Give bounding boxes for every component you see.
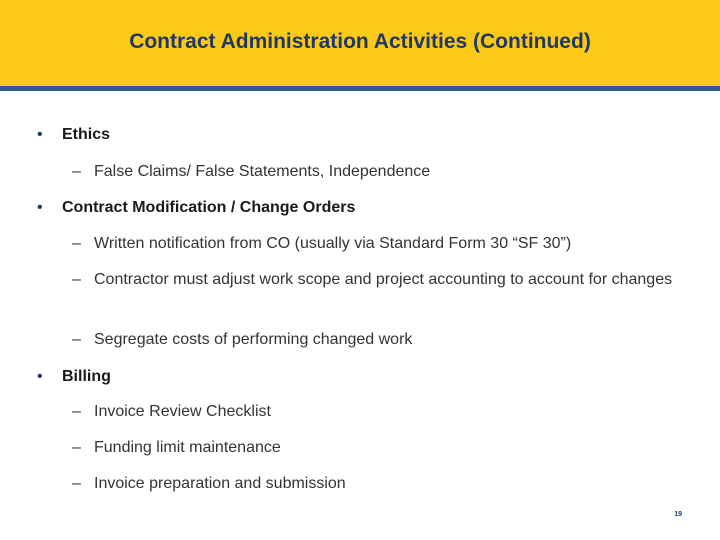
sub-bullet-label: Contractor must adjust work scope and project accounting to account for changes bbox=[94, 271, 673, 288]
sub-bullet-marker: – bbox=[72, 235, 81, 252]
sub-bullet-label: Written notification from CO (usually via Standard Form 30 “SF 30”) bbox=[94, 235, 572, 252]
sub-bullet-label: Funding limit maintenance bbox=[94, 439, 281, 456]
page-number: 19 bbox=[674, 511, 682, 518]
bullet-label: Ethics bbox=[62, 126, 111, 143]
slide-title: Contract Administration Activities (Continued) bbox=[129, 30, 591, 53]
sub-bullet-label: False Claims/ False Statements, Independence bbox=[94, 163, 431, 180]
bullet-marker: • bbox=[37, 368, 43, 385]
sub-bullet-marker: – bbox=[72, 475, 81, 492]
sub-bullet-marker: – bbox=[72, 403, 81, 420]
sub-bullet-marker: – bbox=[72, 439, 81, 456]
sub-bullet-label: Segregate costs of performing changed work bbox=[94, 331, 413, 348]
sub-bullet-marker: – bbox=[72, 163, 81, 180]
sub-bullet-label: Invoice preparation and submission bbox=[94, 475, 346, 492]
sub-bullet-marker: – bbox=[72, 331, 81, 348]
bullet-marker: • bbox=[37, 199, 43, 216]
bullet-label: Contract Modification / Change Orders bbox=[62, 199, 356, 216]
sub-bullet-label: Invoice Review Checklist bbox=[94, 403, 271, 420]
sub-bullet-marker: – bbox=[72, 271, 81, 288]
bullet-label: Billing bbox=[62, 368, 111, 385]
bullet-marker: • bbox=[37, 126, 43, 143]
